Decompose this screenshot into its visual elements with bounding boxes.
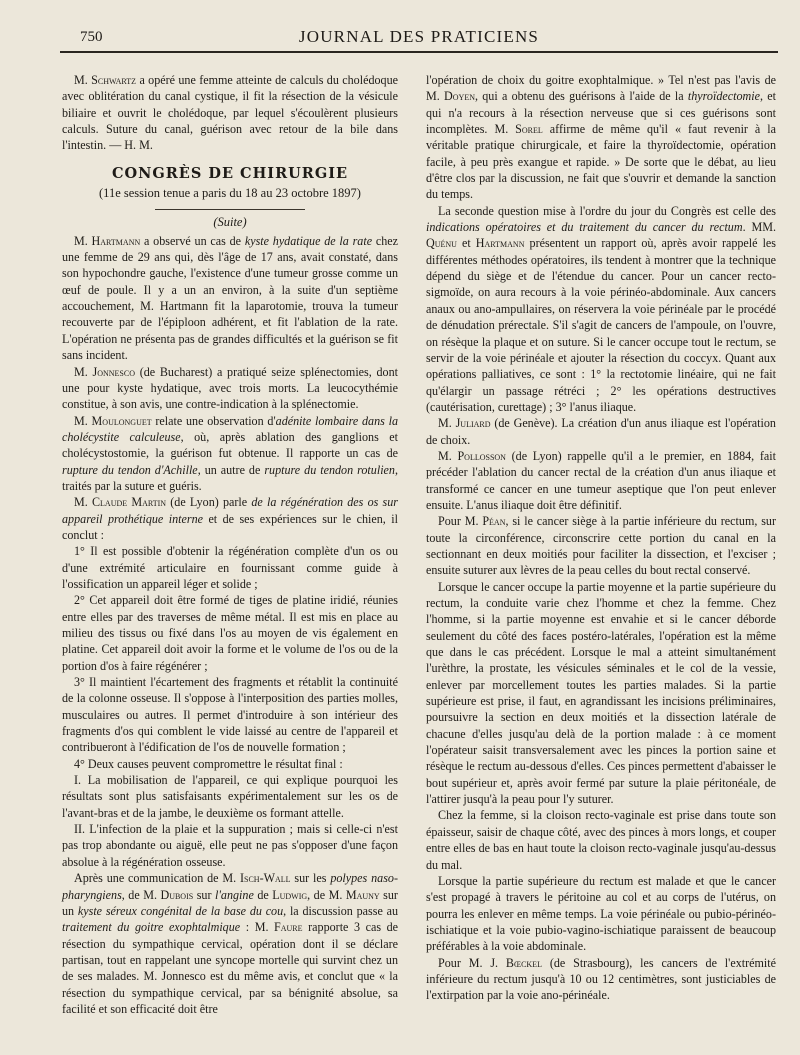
paragraph-hartmann: M. Hartmann a observé un cas de kyste hydatique de la rate chez une femme de 29 ans qui, dès l'âge de 17 ans, avait constaté, dans son hypochondre gauche, l'existence d'une tumeur grosse comme un œuf de poule. Il y a un an environ, à la suite d'un septième accouchement, M. Hartmann fit la laparotomie, trouva la tumeur recouverte par de l'épiploon adhérent, et fit l'ablation de la rate. L'opération ne présenta pas de grandes difficultés et la guérison se fit sans incident. (62, 233, 399, 363)
suite-label: (Suite) (213, 215, 247, 230)
page-header (60, 26, 778, 50)
conclusion-item: 1° Il est possible d'obtenir la régénération complète d'un os ou d'une extrémité articulaire en fournissant comme guide à l'ossification un appareil léger et solide ; (62, 544, 398, 591)
author-name: M. Faure (254, 920, 303, 935)
intro-paragraph: M. Schwartz a opéré une femme atteinte de calculs du cholédoque avec oblitération du canal cystique, il fit la résection de la vésicule biliaire et ouvrit le cholédoque, par lequel s'écoulèrent plusieurs calculs. Suture du canal, guérison avec retour de la bile dans l'intestin. — H. M. (62, 73, 399, 153)
paragraph-goitre-discussion: Après une communication de M. Isch-Wall sur les polypes naso-pharyngiens, de M. Dubois sur l'angine de Ludwig, de M. Mauny sur un kyste séreux congénital de la base du cou, la discussion passe au traitement du goitre exophtalmique : M. Faure rapporte 3 cas de résection du sympathique cervical, opération dont il se déclare partisan, tout en rappelant une syncope mortelle qui survint chez un de ses malades. M. Jonnesco est du même avis, et conclut que « la résection du sympathique cervical, par sa bénignité absolue, sa facilité et son efficacité doit être (62, 871, 399, 1016)
italic-term: kyste séreux congénital de la base du cou (77, 903, 284, 918)
conclusion-item: 4° Deux causes peuvent compromettre le résultat final : (74, 756, 343, 771)
author-name: M. Mauny (328, 887, 380, 902)
section-subtitle: (11e session tenue a paris du 18 au 23 octobre 1897) (99, 186, 361, 201)
italic-term: kyste hydatique de la rate (244, 233, 373, 248)
author-name: M. J. Bœckel (468, 955, 542, 970)
paragraph-moulonguet: M. Moulonguet relate une observation d'adénite lombaire dans la cholécystite calculeuse, où, après ablation des ganglions et cholécystostomie, la guérison fut obtenue. Il rapporte un cas de rupture du tendon d'Achille, un autre de rupture du tendon rotulien, traités par la suture et guéris. (62, 413, 398, 493)
author-name: Hartmann (475, 236, 525, 251)
right-column (426, 72, 776, 1004)
author-name: M. Juliard (438, 416, 491, 431)
italic-term: polypes naso-pharyngiens (62, 871, 398, 902)
conclusion-item: 2° Cet appareil doit être formé de tiges de platine iridié, réunies entre elles par des traverses de même métal. Il est mis en place au milieu des tissus ou fixé dans l'os au moyen de vis également en platine. Cet appareil doit avoir la forme et le volume de l'os ou de la portion d'os à faire régénérer ; (62, 593, 398, 673)
author-name: M. Sorel (494, 122, 543, 137)
italic-term: indications opératoires et du traitement du cancer du rectum (426, 220, 743, 235)
author-name: M. Claude Martin (74, 495, 167, 510)
conclusion-item: II. L'infection de la plaie et la suppuration ; mais si celle-ci n'est pas trop abondante ou aiguë, elle peut ne pas s'opposer d'une façon absolue à la régénération osseuse. (62, 822, 398, 869)
paragraph-pollosson: M. Pollosson (de Lyon) rappelle qu'il a le premier, en 1884, fait précéder l'ablation du cancer rectal de la création d'un anus iliaque et transformé ce cancer en une tumeur aseptique que l'on peut enlever ensuite. L'anus iliaque doit être définitif. (426, 448, 776, 512)
paragraph-body: Chez la femme, si la cloison recto-vaginale est prise dans toute son épaisseur, saisir de chaque côté, avec des pinces à mors longs, et couper entre elles de bas en haut toute la cloison recto-vaginale jusqu'au-dessus du mal. (426, 808, 776, 872)
author-name: M. Pollosson (438, 448, 506, 463)
paragraph-juliard: M. Juliard (de Genève). La création d'un anus iliaque est l'opération de choix. (426, 416, 776, 447)
author-name: M. Schwartz (74, 73, 137, 87)
author-name: Ludwig (272, 887, 308, 902)
title-rule (155, 209, 305, 210)
author-name: M. Moulonguet (74, 413, 152, 428)
conclusion-item: I. La mobilisation de l'appareil, ce qui explique pourquoi les résultats sont plus satisfaisants expérimentalement sur les os de l'avant-bras et de la jambe, le deuxième os formant attelle. (62, 773, 398, 820)
page-number: 750 (80, 29, 103, 45)
italic-term: rupture du tendon d'Achille (62, 462, 198, 477)
paragraph-claude-martin: M. Claude Martin (de Lyon) parle de la régénération des os sur appareil prothétique interne et de ses expériences sur le chien, il conclut : (62, 495, 398, 542)
paragraph-body: Lorsque le cancer occupe la partie moyenne et la partie supérieure du rectum, la conduite varie chez l'homme et chez la femme. Chez l'homme, si la partie moyenne est envahie et si le cancer déborde seulement du côté des faces postéro-latérales, l'opération est la même que dans le cas précédent. Lorsque le mal a atteint simultanément l'urèthre, la prostate, les vésicules séminales et le col de la vessie, enlever par morcellement toutes les parties malades. Si la partie supérieure est prise, il faut, en agrandissant les incisions préliminaires, poursuivre la section en deux moitiés et la dissection latérale de chacune d'elles jusqu'au delà de la portion malade : à ce moment l'opérateur saisit transversalement avec les pinces la portion saine et résèque le rectum au-dessous d'elles. Ces pinces permettent d'abaisser le bout supérieur et, après avoir fermé par suture la plaie péritonéale, de l'attirer jusqu'à la peau pour l'y suturer. (426, 579, 776, 807)
italic-term: traitement du goitre exophtalmique (62, 920, 241, 935)
author-name: M. Doyen (426, 89, 475, 104)
left-column (62, 72, 398, 1017)
author-name: M. Jonnesco (74, 364, 135, 379)
paragraph-goitre-continued: l'opération de choix du goitre exophtalmique. » Tel n'est pas l'avis de M. Doyen, qui a obtenu des guérisons à l'aide de la thyroïdectomie, et qui n'a recours à la résection nerveuse que si ces guérisons sont incomplètes. M. Sorel affirme de même qu'il « faut revenir à la véritable pratique chirurgicale, et faire la thyroïdectomie, opération facile, à peu près exangue et rapide. » De sorte que le débat, au lieu d'être clos par la discussion, ne fait que s'ouvrir et demande la sanction du temps. (426, 73, 776, 202)
journal-title: JOURNAL DES PRATICIENS (298, 27, 540, 46)
author-name: Quénu (426, 236, 457, 251)
paragraph-jonnesco: M. Jonnesco (de Bucharest) a pratiqué seize splénectomies, dont une pour kyste hydatique, avec trois morts. La leucocythémie constitue, à son avis, une contre-indication à la splénectomie. (62, 364, 398, 412)
section-title: CONGRÈS DE CHIRURGIE (111, 164, 349, 182)
paragraph-boeckel: Pour M. J. Bœckel (de Strasbourg), les cancers de l'extrémité inférieure du rectum jusqu'à 10 ou 12 centimètres, sont justiciables de l'extirpation par la voie ano-périnéale. (426, 955, 776, 1003)
paragraph-body: Lorsque la partie supérieure du rectum est malade et que le cancer s'est propagé à travers le péritoine au col et au corps de l'utérus, on pourra les enlever en même temps. La voie périnéale ou pubio-périnéo-ischiatique et la voie pubio-vagino-ischiatique paraissent de beaucoup préférables à la voie abdominale. (426, 873, 776, 954)
header-rule (60, 51, 778, 53)
author-name: M. Hartmann (74, 233, 141, 248)
author-name: M. Péan (464, 514, 506, 529)
paragraph-pean: Pour M. Péan, si le cancer siège à la partie inférieure du rectum, sur toute la circonférence, circonscrire cette portion du canal en la sectionnant en deux moitiés pour faciliter la dissection, et l'exciser ; ensuite suturer aux lèvres de la peau celles du bout rectal conservé. (426, 514, 776, 578)
conclusion-item: 3° Il maintient l'écartement des fragments et rétablit la continuité de la colonne osseuse. Il s'oppose à l'interposition des parties molles, musculaires ou autres. Il permet d'introduire à son intérieur des fragments d'os qui comblent le vide laissé au centre de l'appareil et contribueront à l'édification de l'os de nouvelle formation ; (62, 675, 398, 755)
author-name: M. Isch-Wall (222, 871, 291, 886)
italic-term: rupture du tendon rotulien (264, 462, 395, 477)
paragraph-rectum-cancer: La seconde question mise à l'ordre du jour du Congrès est celle des indications opératoires et du traitement du cancer du rectum. MM. Quénu et Hartmann présentent un rapport où, après avoir rappelé les différentes méthodes opératoires, ils tendent à montrer que la technique dépend du siège et de l'étendue du cancer. Pour un cancer recto-sigmoïde, on aura recours à la voie périnéo-abdominale. Aux cancers anaux ou ano-ampullaires, on réservera la voie périnéale par le procédé de dénudation prérectale. S'il s'agit de cancers de l'ampoule, on l'ouvre, on résèque la plaque et on suture. Si le cancer occupe tout le rectum, se servir de la voie périnéale et ajouter la résection du coccyx. Quant aux opérations palliatives, ce sont : 1° la rectotomie linéaire, qui ne fait qu'élargir un passage rétréci ; 2° les opérations destructives (cautérisation, curettage) ; 3° l'anus iliaque. (426, 203, 776, 414)
italic-term: l'angine (214, 887, 254, 902)
author-name: M. Dubois (143, 887, 194, 902)
italic-term: de la régénération des os sur appareil prothétique interne (62, 495, 398, 526)
italic-term: thyroïdectomie (687, 89, 760, 104)
italic-term: adénite lombaire dans la cholécystite calculeuse (62, 413, 398, 444)
